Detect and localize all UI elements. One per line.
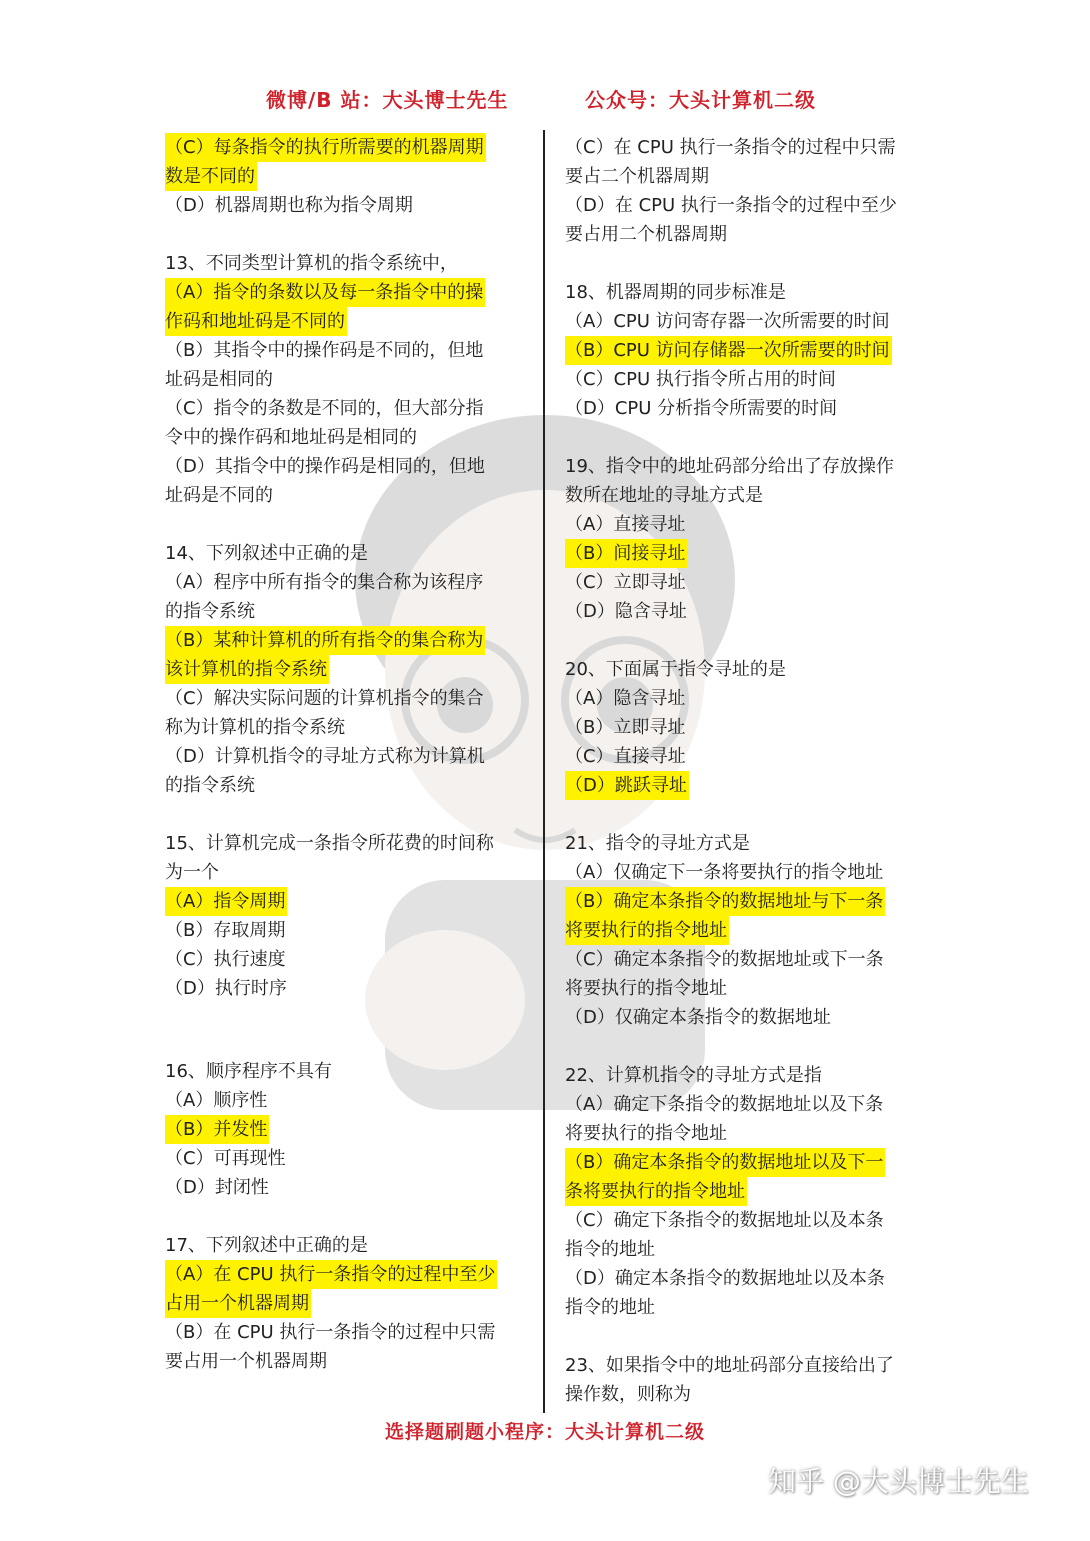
line-text: 作码和地址码是不同的: [165, 307, 347, 336]
line-text: （B）确定本条指令的数据地址以及下一: [565, 1148, 885, 1177]
line-text: 20、下面属于指令寻址的是: [565, 659, 786, 680]
question-line: [565, 394, 935, 423]
question-line: [565, 655, 935, 684]
answer-line-highlighted: [565, 916, 935, 945]
line-text: 指令的地址: [565, 1239, 655, 1260]
question-line: [565, 307, 935, 336]
footer-mini-program: 选择题刷题小程序：大头计算机二级: [385, 1421, 706, 1443]
line-text: （A）指令的条数以及每一条指令中的操: [165, 278, 485, 307]
line-text: （D）封闭性: [165, 1177, 269, 1198]
line-text: 条将要执行的指令地址: [565, 1177, 747, 1206]
question-line: [165, 1086, 535, 1115]
line-text: 将要执行的指令地址: [565, 916, 729, 945]
question-line: [165, 249, 535, 278]
line-text: （A）程序中所有指令的集合称为该程序: [165, 572, 484, 593]
line-text: 址码是相同的: [165, 369, 273, 390]
line-text: （A）直接寻址: [565, 514, 686, 535]
line-text: （D）隐含寻址: [565, 601, 687, 622]
question-line: [565, 713, 935, 742]
spacer: [565, 423, 935, 452]
left-column: [165, 133, 535, 1376]
question-line: [565, 481, 935, 510]
line-text: （C）执行速度: [165, 949, 286, 970]
question-line: [565, 191, 935, 220]
answer-line-highlighted: [565, 887, 935, 916]
line-text: （D）仅确定本条指令的数据地址: [565, 1007, 831, 1028]
answer-line-highlighted: [165, 655, 535, 684]
spacer: [165, 1202, 535, 1231]
question-line: [565, 1235, 935, 1264]
line-text: 要占二个机器周期: [565, 166, 709, 187]
line-text: 为一个: [165, 862, 219, 883]
line-text: （C）确定下条指令的数据地址以及本条: [565, 1210, 884, 1231]
line-text: 21、指令的寻址方式是: [565, 833, 750, 854]
spacer: [565, 249, 935, 278]
question-line: [565, 510, 935, 539]
question-line: [165, 394, 535, 423]
question-line: [565, 742, 935, 771]
question-line: [565, 858, 935, 887]
line-text: （B）间接寻址: [565, 539, 687, 568]
line-text: （D）CPU 分析指令所需要的时间: [565, 398, 838, 419]
question-line: [565, 1061, 935, 1090]
question-line: [565, 452, 935, 481]
line-text: 14、下列叙述中正确的是: [165, 543, 368, 564]
spacer: [165, 1003, 535, 1057]
question-line: [165, 336, 535, 365]
spacer: [165, 220, 535, 249]
question-line: [565, 568, 935, 597]
line-text: （C）解决实际问题的计算机指令的集合: [165, 688, 484, 709]
line-text: （A）隐含寻址: [565, 688, 686, 709]
line-text: 17、下列叙述中正确的是: [165, 1235, 368, 1256]
line-text: （B）并发性: [165, 1115, 269, 1144]
question-line: [565, 1090, 935, 1119]
question-line: [165, 365, 535, 394]
line-text: 数所在地址的寻址方式是: [565, 485, 763, 506]
line-text: 该计算机的指令系统: [165, 655, 329, 684]
question-line: [165, 597, 535, 626]
question-line: [165, 713, 535, 742]
question-line: [165, 1231, 535, 1260]
line-text: （C）可再现性: [165, 1148, 286, 1169]
line-text: （B）立即寻址: [565, 717, 686, 738]
spacer: [565, 1032, 935, 1061]
spacer: [565, 1322, 935, 1351]
question-line: [165, 1057, 535, 1086]
answer-line-highlighted: [165, 307, 535, 336]
question-line: [565, 945, 935, 974]
line-text: （B）CPU 访问存储器一次所需要的时间: [565, 336, 892, 365]
line-text: 数是不同的: [165, 162, 257, 191]
question-line: [165, 481, 535, 510]
question-line: [565, 220, 935, 249]
line-text: 22、计算机指令的寻址方式是指: [565, 1065, 822, 1086]
answer-line-highlighted: [165, 133, 535, 162]
question-line: [565, 597, 935, 626]
question-line: [165, 945, 535, 974]
line-text: 18、机器周期的同步标准是: [565, 282, 786, 303]
question-line: [165, 191, 535, 220]
question-line: [165, 1347, 535, 1376]
line-text: （A）顺序性: [165, 1090, 268, 1111]
question-line: [565, 1380, 935, 1409]
answer-line-highlighted: [565, 1177, 935, 1206]
line-text: 要占用一个机器周期: [165, 1351, 327, 1372]
question-line: [565, 1351, 935, 1380]
question-line: [565, 1206, 935, 1235]
line-text: （A）指令周期: [165, 887, 287, 916]
line-text: 13、不同类型计算机的指令系统中，: [165, 253, 458, 274]
line-text: 将要执行的指令地址: [565, 1123, 727, 1144]
question-line: [165, 452, 535, 481]
line-text: 占用一个机器周期: [165, 1289, 311, 1318]
line-text: （D）计算机指令的寻址方式称为计算机: [165, 746, 485, 767]
question-line: [165, 916, 535, 945]
line-text: 23、如果指令中的地址码部分直接给出了: [565, 1355, 894, 1376]
question-line: [565, 1264, 935, 1293]
line-text: 令中的操作码和地址码是相同的: [165, 427, 417, 448]
line-text: 15、计算机完成一条指令所花费的时间称: [165, 833, 494, 854]
line-text: （D）机器周期也称为指令周期: [165, 195, 413, 216]
question-line: [165, 1173, 535, 1202]
line-text: （B）某种计算机的所有指令的集合称为: [165, 626, 485, 655]
line-text: 指令的地址: [565, 1297, 655, 1318]
spacer: [165, 800, 535, 829]
answer-line-highlighted: [165, 626, 535, 655]
question-line: [165, 423, 535, 452]
question-line: [165, 829, 535, 858]
line-text: 址码是不同的: [165, 485, 273, 506]
spacer: [165, 510, 535, 539]
line-text: （C）立即寻址: [565, 572, 686, 593]
line-text: （A）CPU 访问寄存器一次所需要的时间: [565, 311, 890, 332]
question-line: [165, 974, 535, 1003]
answer-line-highlighted: [165, 162, 535, 191]
question-line: [565, 278, 935, 307]
line-text: （B）其指令中的操作码是不同的，但地: [165, 340, 484, 361]
line-text: （C）指令的条数是不同的，但大部分指: [165, 398, 484, 419]
line-text: （C）CPU 执行指令所占用的时间: [565, 369, 836, 390]
line-text: （C）在 CPU 执行一条指令的过程中只需: [565, 137, 896, 158]
question-line: [565, 1119, 935, 1148]
line-text: （C）每条指令的执行所需要的机器周期: [165, 133, 486, 162]
line-text: 操作数，则称为: [565, 1384, 691, 1405]
question-line: [165, 771, 535, 800]
question-line: [165, 539, 535, 568]
line-text: （B）确定本条指令的数据地址与下一条: [565, 887, 885, 916]
line-text: 16、顺序程序不具有: [165, 1061, 332, 1082]
question-line: [565, 829, 935, 858]
line-text: 19、指令中的地址码部分给出了存放操作: [565, 456, 894, 477]
column-divider: [543, 130, 545, 1413]
answer-line-highlighted: [565, 336, 935, 365]
question-line: [565, 133, 935, 162]
line-text: （D）确定本条指令的数据地址以及本条: [565, 1268, 885, 1289]
answer-line-highlighted: [165, 1289, 535, 1318]
question-line: [565, 974, 935, 1003]
line-text: （B）存取周期: [165, 920, 286, 941]
question-line: [165, 858, 535, 887]
page-header: [0, 84, 1090, 124]
line-text: （A）仅确定下一条将要执行的指令地址: [565, 862, 884, 883]
line-text: 将要执行的指令地址: [565, 978, 727, 999]
question-line: [565, 162, 935, 191]
header-weibo: 微博/B 站：大头博士先生: [266, 88, 509, 112]
answer-line-highlighted: [165, 887, 535, 916]
zhihu-watermark: 知乎 @大头博士先生: [768, 1465, 1029, 1498]
line-text: 称为计算机的指令系统: [165, 717, 345, 738]
line-text: （C）直接寻址: [565, 746, 686, 767]
question-line: [565, 1293, 935, 1322]
line-text: （A）在 CPU 执行一条指令的过程中至少: [165, 1260, 497, 1289]
right-column: [565, 133, 935, 1409]
line-text: （B）在 CPU 执行一条指令的过程中只需: [165, 1322, 496, 1343]
spacer: [565, 626, 935, 655]
question-line: [565, 684, 935, 713]
answer-line-highlighted: [565, 771, 935, 800]
answer-line-highlighted: [565, 1148, 935, 1177]
question-line: [165, 1318, 535, 1347]
line-text: （D）在 CPU 执行一条指令的过程中至少: [565, 195, 897, 216]
question-line: [565, 1003, 935, 1032]
question-line: [565, 365, 935, 394]
question-line: [165, 568, 535, 597]
line-text: 的指令系统: [165, 775, 255, 796]
line-text: （D）其指令中的操作码是相同的，但地: [165, 456, 485, 477]
line-text: （A）确定下条指令的数据地址以及下条: [565, 1094, 884, 1115]
line-text: （D）执行时序: [165, 978, 287, 999]
answer-line-highlighted: [565, 539, 935, 568]
question-line: [165, 1144, 535, 1173]
line-text: 要占用二个机器周期: [565, 224, 727, 245]
question-line: [165, 684, 535, 713]
answer-line-highlighted: [165, 1115, 535, 1144]
line-text: （D）跳跃寻址: [565, 771, 689, 800]
line-text: （C）确定本条指令的数据地址或下一条: [565, 949, 884, 970]
line-text: 的指令系统: [165, 601, 255, 622]
spacer: [565, 800, 935, 829]
question-line: [165, 742, 535, 771]
answer-line-highlighted: [165, 278, 535, 307]
answer-line-highlighted: [165, 1260, 535, 1289]
header-wechat: 公众号：大头计算机二级: [585, 88, 816, 112]
